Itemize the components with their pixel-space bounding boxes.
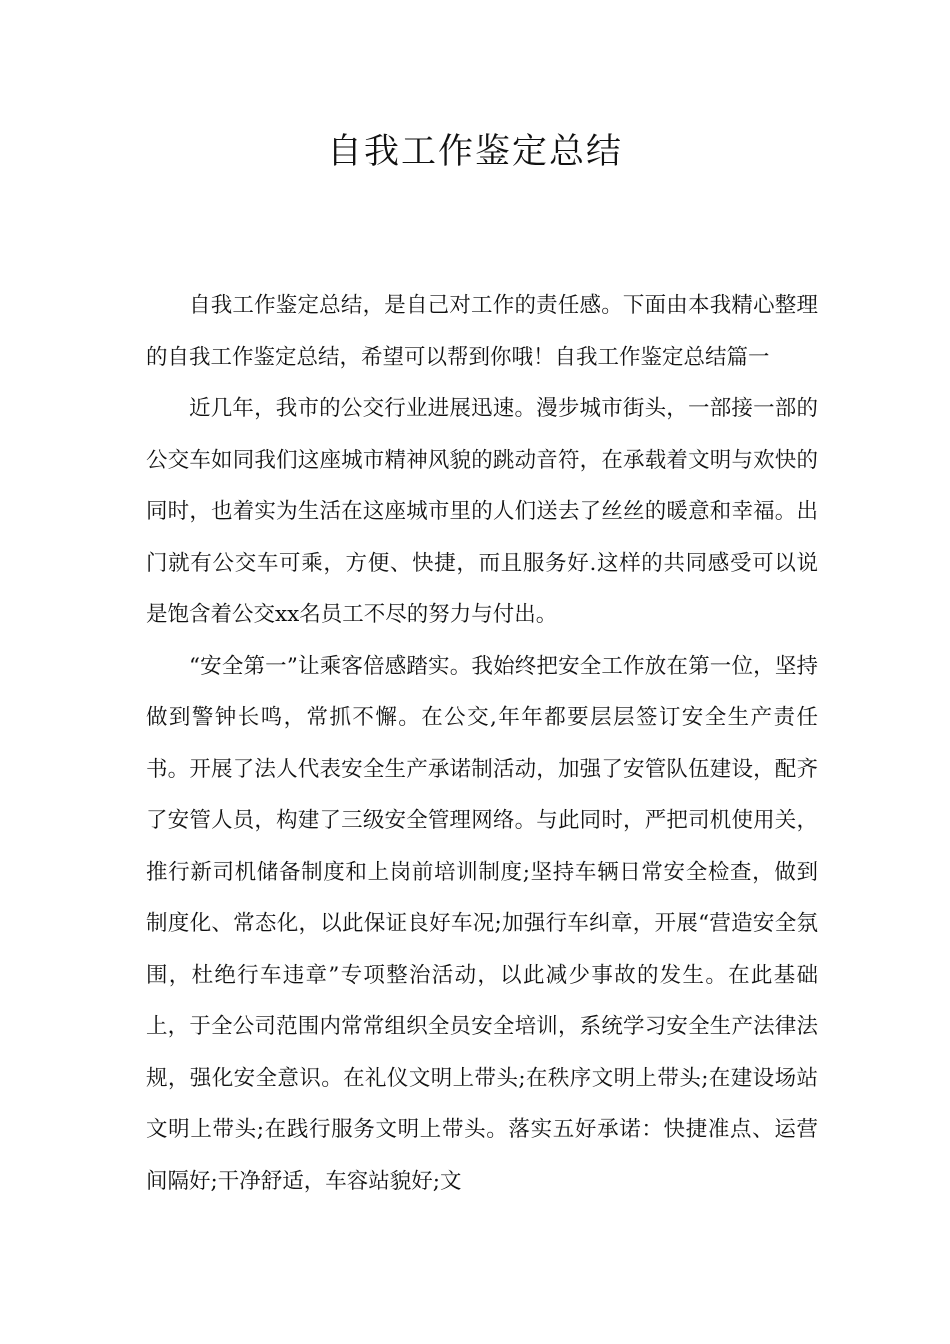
document-body <box>146 280 818 1207</box>
paragraph-intro: 自我工作鉴定总结，是自己对工作的责任感。下面由本我精心整理的自我工作鉴定总结，希望可以帮到你哦！自我工作鉴定总结篇一 <box>146 293 818 370</box>
paragraph-safety-first: “安全第一”让乘客倍感踏实。我始终把安全工作放在第一位，坚持做到警钟长鸣，常抓不懈。在公交,年年都要层层签订安全生产责任书。开展了法人代表安全生产承诺制活动，加强了安管队伍建设，配齐了安管人员，构建了三级安全管理网络。与此同时，严把司机使用关，推行新司机储备制度和上岗前培训制度;坚持车辆日常安全检查，做到制度化、常态化，以此保证良好车况;加强行车纠章，开展“营造安全氛围，杜绝行车违章”专项整治活动，以此减少事故的发生。在此基础上，于全公司范围内常常组织全员安全培训，系统学习安全生产法律法规，强化安全意识。在礼仪文明上带头;在秩序文明上带头;在建设场站文明上带头;在践行服务文明上带头。落实五好承诺：快捷准点、运营间隔好;干净舒适，车容站貌好;文 <box>146 653 818 1194</box>
paragraph-public-transport: 近几年，我市的公交行业进展迅速。漫步城市街头，一部接一部的公交车如同我们这座城市精神风貌的跳动音符，在承载着文明与欢快的同时，也着实为生活在这座城市里的人们送去了丝丝的暖意和幸福。出门就有公交车可乘，方便、快捷，而且服务好.这样的共同感受可以说是饱含着公交xx名员工不尽的努力与付出。 <box>146 396 818 627</box>
document-title: 自我工作鉴定总结 <box>326 132 623 172</box>
